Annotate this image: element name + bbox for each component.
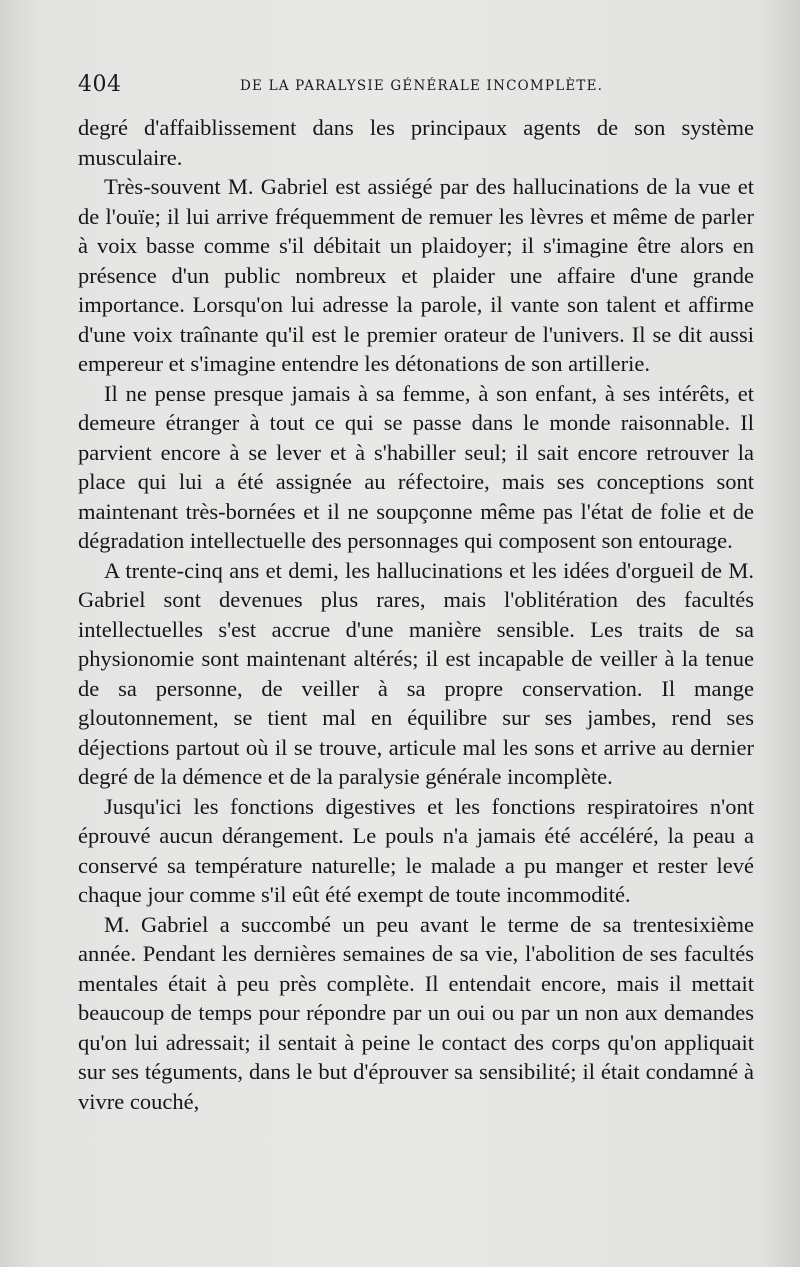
body-text [78, 113, 754, 1116]
paragraph: M. Gabriel a succombé un peu avant le terme de sa trentesixième année. Pendant les dernières semaines de sa vie, l'abolition de ses facultés mentales était à peu près complète. Il entendait encore, mais il mettait beaucoup de temps pour répondre par un oui ou par un non aux demandes qu'on lui adressait; il sentait à peine le contact des corps qu'on appliquait sur ses téguments, dans le but d'éprouver sa sensibilité; il était condamné à vivre couché, [78, 911, 754, 1114]
page-number: 404 [78, 72, 122, 97]
paragraph-continuation: degré d'affaiblissement dans les principaux agents de son système musculaire. [78, 115, 754, 170]
paragraph: A trente-cinq ans et demi, les hallucinations et les idées d'orgueil de M. Gabriel sont devenues plus rares, mais l'oblitération des facultés intellectuelles s'est accrue d'une manière sensible. Les traits de sa physionomie sont maintenant altérés; il est incapable de veiller à la tenue de sa personne, de veiller à sa propre conservation. Il mange gloutonnement, se tient mal en équilibre sur ses jambes, rend ses déjections partout où il se trouve, articule mal les sons et arrive au dernier degré de la démence et de la paralysie générale incomplète. [78, 557, 754, 789]
running-title: DE LA PARALYSIE GÉNÉRALE INCOMPLÈTE. [240, 78, 604, 94]
paragraph: Il ne pense presque jamais à sa femme, à son enfant, à ses intérêts, et demeure étranger à tout ce qui se passe dans le monde raisonnable. Il parvient encore à se lever et à s'habiller seul; il sait encore retrouver la place qui lui a été assignée au réfectoire, mais ses conceptions sont maintenant très-bornées et il ne soupçonne même pas l'état de folie et de dégradation intellectuelle des personnages qui composent son entourage. [78, 380, 754, 553]
paragraph: Jusqu'ici les fonctions digestives et les fonctions respiratoires n'ont éprouvé aucun dérangement. Le pouls n'a jamais été accéléré, la peau a conservé sa température naturelle; le malade a pu manger et rester levé chaque jour comme s'il eût été exempt de toute incommodité. [78, 793, 754, 907]
page-header [78, 72, 758, 106]
paragraph: Très-souvent M. Gabriel est assiégé par des hallucinations de la vue et de l'ouïe; il lui arrive fréquemment de remuer les lèvres et même de parler à voix basse comme s'il débitait un plaidoyer; il s'imagine être alors en présence d'un public nombreux et plaider une affaire d'une grande importance. Lorsqu'on lui adresse la parole, il vante son talent et affirme d'une voix traînante qu'il est le premier orateur de l'univers. Il se dit aussi empereur et s'imagine entendre les détonations de son artillerie. [78, 174, 754, 376]
